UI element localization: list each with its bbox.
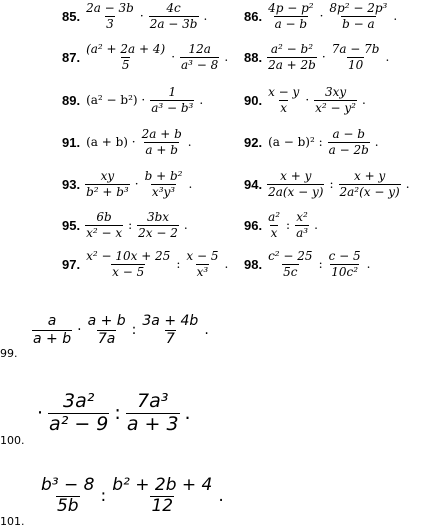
problem-number: 92. [244, 134, 263, 150]
denominator: x³ [196, 264, 209, 279]
denominator: 10c² [331, 264, 359, 279]
fraction [267, 43, 317, 71]
period: . [204, 322, 209, 338]
problem-101 [0, 468, 227, 528]
denominator: 3 [106, 16, 114, 31]
operator: : [100, 486, 107, 506]
operator: (a + b) · [86, 135, 136, 150]
numerator: 4p − p² [268, 1, 314, 15]
fraction [150, 86, 194, 114]
fraction [111, 474, 213, 516]
fraction [48, 389, 109, 435]
numerator: (a² + 2a + 4) [86, 42, 166, 56]
operator: · [319, 9, 324, 24]
denominator: a² − 9 [49, 412, 109, 435]
denominator: 2a(x − y) [268, 184, 324, 199]
fraction [87, 314, 127, 346]
period: . [314, 218, 318, 233]
operator: : [176, 257, 181, 272]
problem-expression [265, 86, 369, 114]
operator: : [128, 218, 133, 233]
denominator: 5c [283, 264, 298, 279]
problem-91 [62, 128, 195, 156]
fraction [331, 43, 381, 71]
denominator: a − b [274, 16, 308, 31]
period: . [374, 135, 379, 150]
problem-expression [83, 250, 231, 278]
denominator: 7a [97, 330, 116, 347]
numerator: c − 5 [328, 249, 361, 263]
problem-number: 100. [0, 434, 25, 447]
denominator: b² + b³ [86, 184, 129, 199]
operator: (a − b)² : [268, 135, 323, 150]
problem-number: 98. [244, 256, 263, 272]
fraction [126, 389, 180, 435]
fraction [267, 170, 324, 198]
numerator: a + b [87, 312, 126, 329]
problem-expression [83, 128, 195, 156]
numerator: 3a + 4b [142, 312, 199, 329]
numerator: 7a − 7b [331, 42, 380, 56]
fraction [180, 43, 219, 71]
problem-number: 91. [62, 134, 81, 150]
denominator: a − 2b [328, 142, 369, 157]
problem-92 [244, 128, 382, 156]
period: . [203, 9, 208, 24]
operator: (a² − b²) · [86, 93, 146, 108]
numerator: 8p² − 2p³ [329, 1, 388, 15]
fraction [328, 2, 388, 30]
problem-90 [244, 86, 369, 114]
problem-99 [0, 304, 212, 360]
numerator: 1 [168, 85, 177, 99]
fraction [32, 314, 72, 346]
fraction [328, 128, 370, 156]
problem-expression [83, 2, 210, 30]
numerator: x + y [354, 169, 386, 183]
numerator: b² + 2b + 4 [112, 474, 213, 495]
problem-94 [244, 170, 413, 198]
period: . [362, 93, 366, 108]
numerator: 3xy [324, 85, 347, 99]
fraction [267, 211, 281, 239]
denominator: 12 [151, 495, 174, 516]
problem-number: 95. [62, 217, 81, 233]
period: . [184, 402, 191, 424]
numerator: 12a [188, 42, 211, 56]
problem-expression [30, 314, 212, 346]
problem-number: 99. [0, 347, 18, 360]
period: . [187, 135, 192, 150]
problem-85 [62, 2, 210, 30]
denominator: x² − y² [315, 100, 356, 115]
denominator: a + 3 [126, 412, 179, 435]
problem-number: 88. [244, 49, 263, 65]
problem-88 [244, 43, 392, 71]
fraction [339, 170, 401, 198]
period: . [224, 50, 229, 65]
problem-expression [265, 128, 382, 156]
problem-number: 96. [244, 217, 263, 233]
fraction [314, 86, 357, 114]
fraction [295, 211, 309, 239]
period: . [405, 177, 410, 192]
problem-89 [62, 86, 206, 114]
denominator: 2a − 3b [149, 16, 198, 31]
numerator: x − 5 [186, 249, 219, 263]
operator: · [321, 50, 326, 65]
problem-expression [83, 86, 206, 114]
denominator: x [280, 100, 288, 115]
problem-expression [265, 2, 400, 30]
denominator: 10 [347, 57, 364, 72]
numerator: x² − 10x + 25 [86, 249, 171, 263]
period: . [366, 257, 371, 272]
denominator: a + b [33, 330, 72, 347]
operator: · [37, 402, 44, 424]
numerator: b³ − 8 [41, 474, 95, 495]
fraction [267, 250, 313, 278]
problem-number: 86. [244, 8, 263, 24]
denominator: 5b [56, 495, 79, 516]
problem-number: 97. [62, 256, 81, 272]
denominator: a³ − 8 [181, 57, 219, 72]
numerator: x + y [280, 169, 312, 183]
period: . [188, 177, 193, 192]
problem-100 [0, 383, 194, 447]
denominator: x − 5 [112, 264, 145, 279]
fraction [185, 250, 219, 278]
operator: : [329, 177, 334, 192]
problem-93 [62, 170, 195, 198]
fraction [267, 2, 315, 30]
numerator: 4c [166, 1, 181, 15]
problem-98 [244, 250, 373, 278]
denominator: 5 [121, 57, 130, 72]
problem-87 [62, 43, 231, 71]
operator: : [318, 257, 323, 272]
operator: · [77, 322, 82, 338]
problem-expression [265, 250, 373, 278]
denominator: 2a²(x − y) [339, 184, 400, 199]
period: . [393, 9, 398, 24]
denominator: x³y³ [151, 184, 176, 199]
period: . [183, 218, 188, 233]
numerator: a² − b² [270, 42, 314, 56]
fraction [85, 250, 171, 278]
period: . [385, 50, 390, 65]
operator: · [171, 50, 176, 65]
fraction [141, 314, 199, 346]
fraction [85, 2, 135, 30]
denominator: 2x − 2 [138, 225, 178, 240]
numerator: 3a² [63, 389, 95, 412]
numerator: a [47, 312, 57, 329]
fraction [137, 211, 179, 239]
problem-expression [34, 389, 194, 435]
problem-number: 93. [62, 176, 81, 192]
problem-number: 85. [62, 8, 81, 24]
fraction [267, 86, 300, 114]
problem-number: 101. [0, 515, 25, 528]
problem-86 [244, 2, 400, 30]
numerator: xy [100, 169, 115, 183]
period: . [224, 257, 229, 272]
denominator: 7 [165, 330, 175, 347]
numerator: 7a³ [137, 389, 169, 412]
problem-expression [265, 170, 412, 198]
numerator: 2a + b [141, 127, 182, 141]
denominator: x [270, 225, 278, 240]
denominator: a³ − b³ [151, 100, 194, 115]
problem-expression [83, 170, 195, 198]
problem-expression [38, 474, 227, 516]
denominator: b − a [342, 16, 375, 31]
operator: · [305, 93, 310, 108]
fraction [85, 43, 166, 71]
period: . [218, 486, 224, 506]
numerator: b + b² [144, 169, 183, 183]
operator: : [131, 322, 137, 338]
denominator: a + b [145, 142, 178, 157]
operator: · [139, 9, 144, 24]
problem-expression [265, 43, 392, 71]
problem-expression [83, 211, 191, 239]
operator: : [114, 402, 121, 424]
problem-95 [62, 211, 191, 239]
numerator: c² − 25 [268, 249, 313, 263]
problem-96 [244, 211, 321, 239]
fraction [149, 2, 199, 30]
denominator: x² − x [86, 225, 123, 240]
denominator: 2a + 2b [268, 57, 316, 72]
fraction [141, 128, 183, 156]
operator: : [286, 218, 291, 233]
operator: · [134, 177, 139, 192]
problem-number: 89. [62, 92, 81, 108]
problem-expression [83, 43, 231, 71]
numerator: a² [268, 210, 281, 224]
fraction [144, 170, 184, 198]
numerator: 2a − 3b [86, 1, 134, 15]
problem-number: 90. [244, 92, 263, 108]
fraction [328, 250, 362, 278]
numerator: x² [296, 210, 308, 224]
problem-number: 94. [244, 176, 263, 192]
numerator: a − b [332, 127, 365, 141]
fraction [85, 170, 130, 198]
problem-number: 87. [62, 49, 81, 65]
period: . [199, 93, 204, 108]
problem-expression [265, 211, 321, 239]
numerator: 6b [96, 210, 112, 224]
numerator: 3bx [146, 210, 170, 224]
problem-97 [62, 250, 231, 278]
fraction [85, 211, 123, 239]
numerator: x − y [268, 85, 300, 99]
denominator: a³ [296, 225, 309, 240]
fraction [40, 474, 95, 516]
